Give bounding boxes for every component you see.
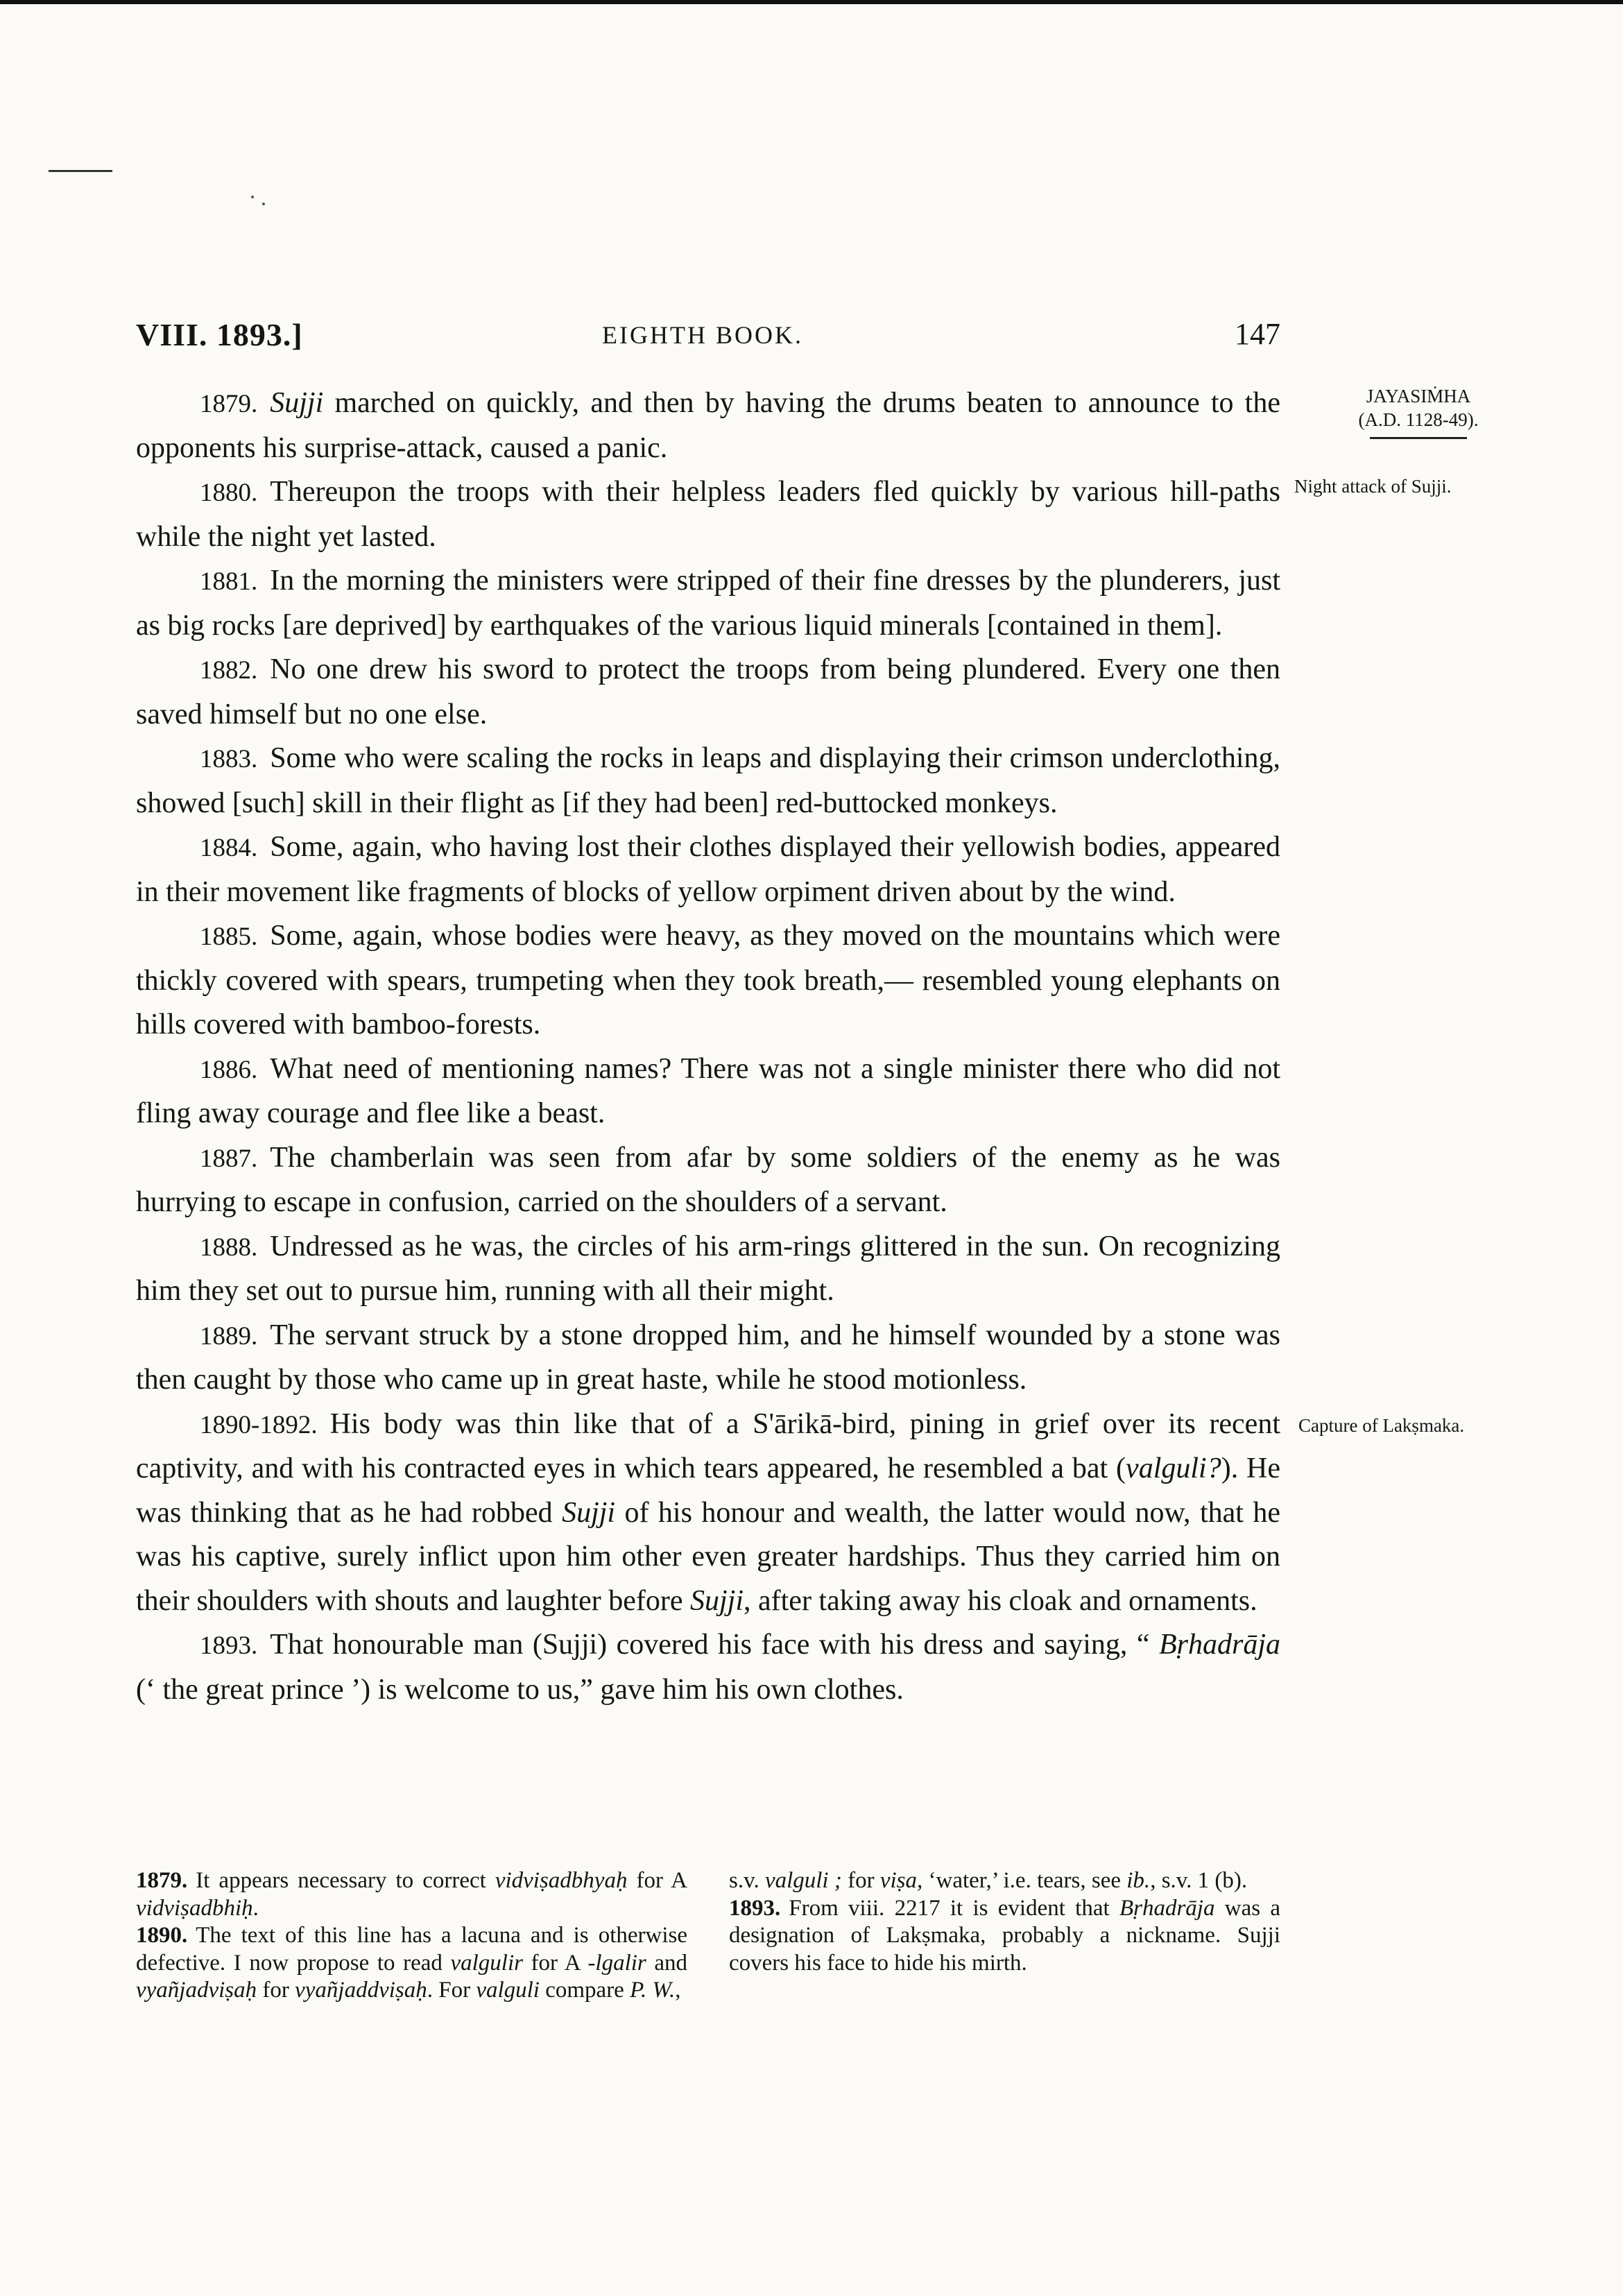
verse-paragraph — [136, 1136, 1280, 1225]
verse-paragraph-text: That honourable man (Sujji) covered his face with his dress and saying, “ — [270, 1629, 1159, 1661]
reign-name: JAYASIṀHA — [1366, 386, 1471, 406]
footnote-text: It appears necessary to correct — [196, 1868, 495, 1893]
footnote-text: s.v. — [729, 1868, 765, 1893]
verse-paragraph-text: Thereupon the troops with their helpless leaders fled quickly by various hill-paths while the night yet lasted. — [136, 476, 1280, 553]
footnote-text: compare — [539, 1978, 630, 2003]
verse-paragraph — [136, 914, 1280, 1047]
footnote-text: for — [841, 1868, 880, 1893]
verse-paragraph — [136, 1314, 1280, 1403]
verse-paragraph-number: 1890-1892. — [200, 1410, 318, 1439]
reign-dates: (A.D. 1128-49). — [1358, 409, 1479, 430]
verse-paragraph-text: His body was thin like that of a S'ārikā-bird, pining in grief over its recent captivity, and with his contracted eyes in which tears appeared, he resembled a bat ( — [136, 1407, 1280, 1484]
footnote-text: , s.v. 1 (b). — [1150, 1868, 1248, 1893]
verse-paragraph-text: No one drew his sword to protect the troops from being plundered. Every one then saved himself but no one else. — [136, 653, 1280, 730]
footnote — [136, 1922, 687, 2005]
scan-speck — [251, 196, 254, 198]
verse-paragraph-text: Undressed as he was, the circles of his arm-rings glittered in the sun. On recognizing him they set out to pursue him, running with all their might. — [136, 1230, 1280, 1307]
verse-paragraph-text: Some, again, who having lost their clothes displayed their yellowish bodies, appeared in their movement like fragments of blocks of yellow orpiment driven about by the wind. — [136, 831, 1280, 908]
footnote — [729, 1895, 1280, 1978]
margin-note-night-attack: Night attack of Sujji. — [1294, 476, 1452, 497]
footnote-text: for A — [627, 1868, 687, 1893]
verse-paragraph — [136, 559, 1280, 648]
verse-paragraph-number: 1884. — [200, 834, 258, 862]
verse-paragraph — [136, 1403, 1280, 1624]
footnote — [729, 1867, 1280, 1895]
verse-paragraph — [136, 470, 1280, 559]
footnote-text: for — [257, 1978, 295, 2003]
footnote-text: The text of this line has a lacuna and is otherwise defective. I now propose to read — [136, 1923, 687, 1976]
footnote-text: vyañjaddviṣaḥ — [295, 1978, 427, 2003]
verse-paragraph — [136, 1047, 1280, 1136]
verse-paragraph-number: 1893. — [200, 1631, 258, 1660]
footnote-text: vidviṣadbhiḥ — [136, 1895, 253, 1921]
footnote-text: Bṛhadrāja — [1119, 1895, 1215, 1921]
scan-mark — [49, 170, 112, 172]
footnote-text: From viii. 2217 it is evident that — [789, 1895, 1119, 1921]
verse-paragraph-number: 1888. — [200, 1233, 258, 1262]
verse-paragraph-text: marched on quickly, and then by having the drums beaten to announce to the opponents his surprise-attack, caused a panic. — [136, 387, 1280, 464]
margin-note-reign — [1349, 384, 1488, 439]
verse-paragraph-text: Sujji — [270, 387, 324, 419]
footnote-text: and — [646, 1950, 688, 1976]
verse-paragraph — [136, 825, 1280, 914]
main-text — [136, 382, 1280, 1712]
verse-paragraph-number: 1881. — [200, 567, 258, 596]
footnote-text: . — [252, 1895, 259, 1921]
footnote-number: 1893. — [729, 1895, 781, 1921]
footnotes — [136, 1867, 1280, 2005]
footnote-text: ib. — [1126, 1868, 1151, 1893]
footnote — [136, 1867, 687, 1922]
verse-paragraph-number: 1883. — [200, 745, 258, 773]
verse-paragraph-text: Sujji — [562, 1496, 616, 1529]
footnote-number: 1890. — [136, 1923, 188, 1948]
verse-paragraph-text: Some, again, whose bodies were heavy, as they moved on the mountains which were thickly covered with spears, trumpeting when they took breath,— resembled young elephants on hills covered with bamboo-forests. — [136, 920, 1280, 1040]
verse-paragraph-text: , after taking away his cloak and ornaments. — [744, 1584, 1257, 1617]
verse-paragraph-number: 1889. — [200, 1321, 258, 1351]
verse-paragraph-text: Some who were scaling the rocks in leaps and displaying their crimson underclothing, showed [such] skill in their flight as [if they had been] red-buttocked monkeys. — [136, 742, 1280, 819]
verse-paragraph — [136, 1225, 1280, 1314]
verse-paragraph — [136, 1623, 1280, 1712]
footnotes-right-column — [729, 1867, 1280, 2005]
footnote-text: viṣa, — [879, 1868, 923, 1893]
footnotes-left-column — [136, 1867, 687, 2005]
verse-paragraph-text: Sujji — [689, 1584, 744, 1617]
verse-paragraph-text: of his honour and wealth, the latter would now, that he was his captive, surely inflict upon him other even greater hardships. Thus they carried him on their shoulders with shouts and laughter before — [136, 1496, 1280, 1617]
footnote-text: ‘water,’ i.e. tears, see — [922, 1868, 1127, 1893]
verse-paragraph-number: 1882. — [200, 656, 258, 685]
footnote-text: vyañjadviṣaḥ — [136, 1978, 257, 2003]
verse-paragraph-text: The chamberlain was seen from afar by some soldiers of the enemy as he was hurrying to escape in confusion, carried on the shoulders of a servant. — [136, 1141, 1280, 1218]
footnote-text: valguli ; — [764, 1868, 842, 1893]
footnote-text: -lgalir — [587, 1950, 646, 1976]
verse-paragraph-text: What need of mentioning names? There was not a single minister there who did not fling away courage and flee like a beast. — [136, 1052, 1280, 1129]
footnote-number: 1879. — [136, 1868, 188, 1893]
footnote-text: was a designation of Lakṣmaka, probably a nickname. Sujji covers his face to hide his mirth. — [729, 1895, 1280, 1976]
page-number: 147 — [1235, 317, 1280, 351]
footnote-text: for A — [522, 1950, 588, 1976]
verse-paragraph-text: (‘ the great prince ’) is welcome to us,” gave him his own clothes. — [136, 1673, 904, 1706]
footnote-text: valguli — [476, 1978, 540, 2003]
verse-paragraph-number: 1885. — [200, 923, 258, 951]
verse-paragraph — [136, 382, 1280, 470]
footnote-text: , — [675, 1978, 681, 2003]
verse-paragraph-text: Bṛhadrāja — [1158, 1629, 1280, 1661]
footnote-text: vidviṣadbhyaḥ — [495, 1868, 628, 1893]
verse-paragraph-number: 1879. — [200, 390, 258, 418]
running-head-left: VIII. 1893.] — [136, 317, 303, 352]
scan-top-border — [0, 0, 1623, 4]
verse-paragraph-text: ). He was thinking that as he had robbed — [136, 1453, 1280, 1529]
scan-speck — [262, 203, 265, 205]
running-head-title: EIGHTH BOOK. — [602, 321, 803, 349]
margin-note-capture: Capture of Lakṣmaka. — [1298, 1415, 1465, 1436]
verse-paragraph-number: 1887. — [200, 1144, 258, 1173]
footnote-text: . For — [427, 1978, 476, 2003]
verse-paragraph — [136, 648, 1280, 737]
footnote-text: P. W. — [630, 1978, 676, 2003]
verse-paragraph-text: valguli? — [1126, 1453, 1221, 1484]
verse-paragraph-number: 1880. — [200, 479, 258, 507]
verse-paragraph-number: 1886. — [200, 1055, 258, 1084]
verse-paragraph-text: In the morning the ministers were stripped of their fine dresses by the plunderers, just as big rocks [are deprived] by earthquakes of the various liquid minerals [contained in them]. — [136, 565, 1280, 642]
verse-paragraph — [136, 737, 1280, 825]
verse-paragraph-text: The servant struck by a stone dropped him, and he himself wounded by a stone was then caught by those who came up in great haste, while he stood motionless. — [136, 1319, 1280, 1396]
footnote-text: valgulir — [450, 1950, 523, 1976]
margin-rule — [1370, 437, 1467, 439]
running-head — [136, 316, 1280, 372]
